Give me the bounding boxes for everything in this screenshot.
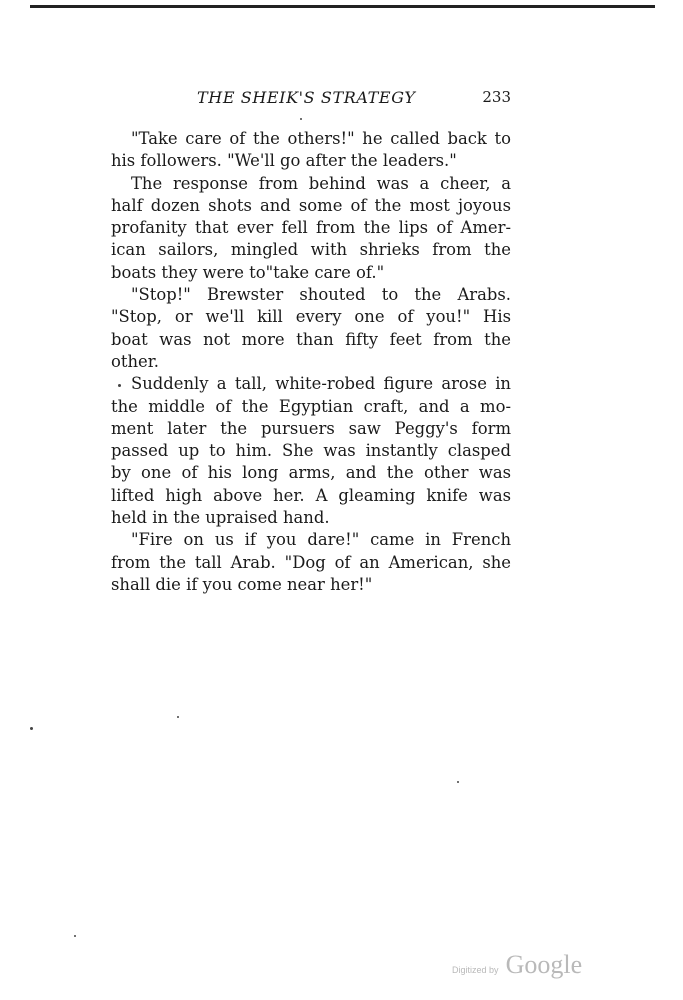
scan-speck bbox=[177, 716, 179, 718]
top-rule bbox=[30, 5, 655, 8]
text-line: boat was not more than fifty feet from the bbox=[111, 329, 511, 349]
text-line: lifted high above her. A gleaming knife was bbox=[111, 485, 511, 505]
scan-speck bbox=[300, 118, 302, 120]
text-line: by one of his long arms, and the other was bbox=[111, 463, 511, 483]
page-number: 233 bbox=[482, 88, 511, 106]
text-line: the middle of the Egyptian craft, and a mo- bbox=[111, 396, 511, 416]
digitized-by-label: Digitized by bbox=[452, 965, 499, 975]
text-line: The response from behind was a cheer, a bbox=[131, 173, 511, 193]
text-line: shall die if you come near her!" bbox=[111, 574, 373, 594]
text-line: boats they were to"take care of." bbox=[111, 262, 385, 282]
digitized-by-google-watermark bbox=[452, 950, 602, 984]
scan-speck bbox=[457, 781, 459, 783]
text-line: Suddenly a tall, white-robed figure arose in bbox=[131, 374, 511, 394]
text-line: passed up to him. She was instantly clasped bbox=[111, 441, 511, 461]
text-line: ican sailors, mingled with shrieks from the bbox=[111, 240, 511, 260]
running-head bbox=[111, 88, 513, 112]
scan-speck bbox=[30, 727, 33, 730]
page-body bbox=[111, 128, 511, 596]
text-line: held in the upraised hand. bbox=[111, 508, 330, 528]
running-title: THE SHEIK'S STRATEGY bbox=[197, 88, 416, 107]
text-line: ment later the pursuers saw Peggy's form bbox=[111, 418, 511, 438]
text-line: half dozen shots and some of the most joyous bbox=[111, 195, 511, 215]
text-line: profanity that ever fell from the lips of Amer- bbox=[111, 218, 511, 238]
text-line: "Take care of the others!" he called back to bbox=[131, 129, 511, 148]
text-line: "Stop!" Brewster shouted to the Arabs. bbox=[131, 285, 511, 305]
text-line: "Fire on us if you dare!" came in French bbox=[131, 530, 511, 550]
text-line: "Stop, or we'll kill every one of you!" His bbox=[111, 307, 511, 327]
text-line: from the tall Arab. "Dog of an American, she bbox=[111, 552, 511, 572]
scan-speck bbox=[74, 935, 76, 937]
google-logo-text: Google bbox=[505, 950, 583, 979]
text-line: his followers. "We'll go after the leaders." bbox=[111, 151, 457, 171]
scan-speck bbox=[118, 384, 121, 387]
text-line: other. bbox=[111, 351, 159, 371]
